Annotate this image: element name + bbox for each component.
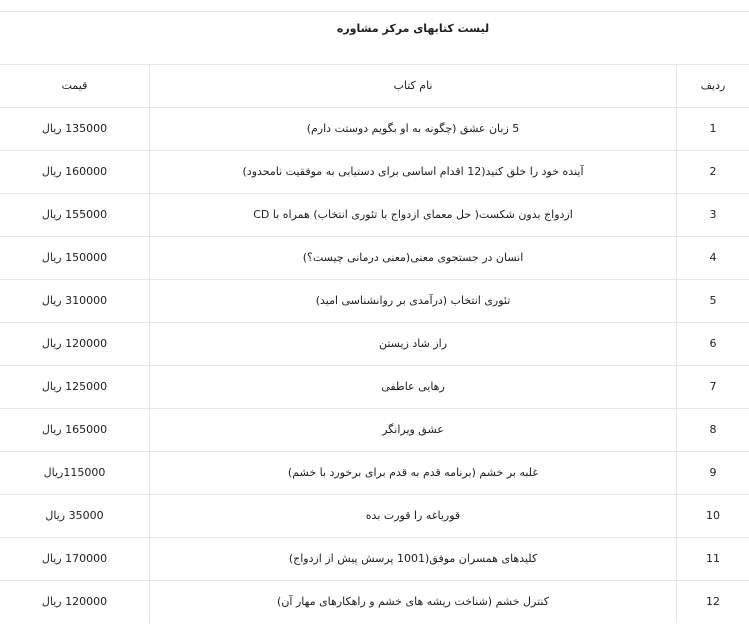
row-price: 125000 ریال xyxy=(41,380,108,393)
row-book-name: انسان در جستجوی معنی(معنی درمانی چیست؟) xyxy=(302,251,524,264)
column-divider-index xyxy=(676,64,677,623)
row-price: 150000 ریال xyxy=(41,251,108,264)
table-row xyxy=(0,365,749,408)
row-price: 155000 ریال xyxy=(41,208,108,221)
row-book-name: کنترل خشم (شناخت ریشه های خشم و راهکارهای مهار آن) xyxy=(277,595,549,608)
row-price: 310000 ریال xyxy=(41,294,108,307)
column-divider-price xyxy=(149,64,150,623)
row-book-name: رهایی عاطفی xyxy=(381,380,445,393)
table-row xyxy=(0,494,749,537)
top-divider xyxy=(0,11,749,12)
row-book-name: غلبه بر خشم (برنامه قدم به قدم برای برخورد با خشم) xyxy=(287,466,539,479)
table-row xyxy=(0,193,749,236)
row-price: 170000 ریال xyxy=(41,552,108,565)
table-header-row xyxy=(0,64,749,107)
row-book-name: تئوری انتخاب (درآمدی بر روانشناسی امید) xyxy=(315,294,511,307)
table-row xyxy=(0,580,749,623)
header-index: ردیف xyxy=(700,79,726,92)
row-index: 9 xyxy=(709,466,717,479)
row-price: 120000 ریال xyxy=(41,595,108,608)
header-price: قیمت xyxy=(61,79,88,92)
table-row xyxy=(0,236,749,279)
row-price: 120000 ریال xyxy=(41,337,108,350)
row-index: 7 xyxy=(709,380,717,393)
row-index: 11 xyxy=(706,552,720,565)
header-name: نام کتاب xyxy=(393,79,433,92)
row-index: 4 xyxy=(709,251,717,264)
row-price: 160000 ریال xyxy=(41,165,108,178)
row-index: 12 xyxy=(706,595,720,608)
table-row xyxy=(0,279,749,322)
table-row xyxy=(0,322,749,365)
page-title: لیست کتابهای مرکز مشاوره xyxy=(336,22,490,35)
row-book-name: ازدواج بدون شکست( حل معمای ازدواج با تئوری انتخاب) همراه با CD xyxy=(253,208,573,221)
row-book-name: راز شاد زیستن xyxy=(378,337,448,350)
table-row xyxy=(0,150,749,193)
table-row xyxy=(0,408,749,451)
row-book-name: قورباغه را قورت بده xyxy=(365,509,461,522)
row-index: 6 xyxy=(709,337,717,350)
row-book-name: آینده خود را خلق کنید(12 اقدام اساسی برای دستیابی به موفقیت نامحدود) xyxy=(242,165,584,178)
row-index: 1 xyxy=(709,122,717,135)
row-price: 115000ریال xyxy=(43,466,106,479)
row-index: 8 xyxy=(709,423,717,436)
row-index: 3 xyxy=(709,208,717,221)
row-price: 165000 ریال xyxy=(41,423,108,436)
row-book-name: عشق ویرانگر xyxy=(382,423,444,436)
row-price: 35000 ریال xyxy=(45,509,104,522)
row-book-name: کلیدهای همسران موفق(1001 پرسش پیش از ازدواج) xyxy=(288,552,538,565)
row-index: 5 xyxy=(709,294,717,307)
row-book-name: 5 زبان عشق (چگونه به او بگویم دوستت دارم) xyxy=(306,122,520,135)
row-index: 2 xyxy=(709,165,717,178)
table-row xyxy=(0,107,749,150)
table-row xyxy=(0,451,749,494)
row-price: 135000 ریال xyxy=(41,122,108,135)
row-index: 10 xyxy=(706,509,720,522)
table-row xyxy=(0,537,749,580)
